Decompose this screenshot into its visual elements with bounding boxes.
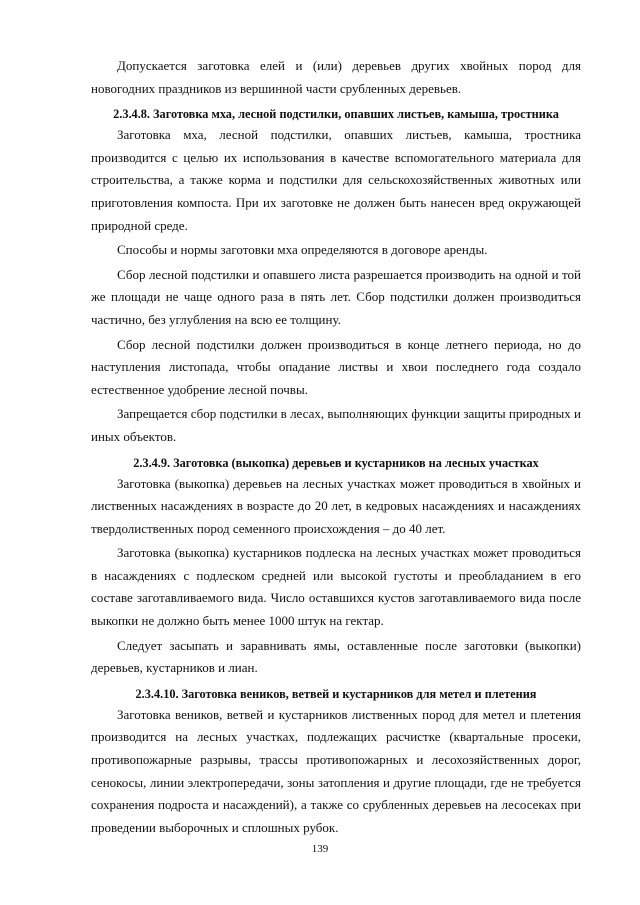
- section-8-paragraph-1: Заготовка мха, лесной подстилки, опавших листьев, камыша, тростника производится с целью их использования в качестве вспомогательного материала для строительства, а также корма и подстилки для сельскохозяйственных животных или приготовления компоста. При их заготовке не должен быть нанесен вред окружающей природной среде.: [91, 127, 581, 233]
- section-8-paragraph-3: Сбор лесной подстилки и опавшего листа разрешается производить на одной и той же площади не чаще одного раза в пять лет. Сбор подстилки должен производиться частично, без углубления на всю ее толщину.: [91, 266, 581, 327]
- section-heading-2-3-4-10: 2.3.4.10. Заготовка веников, ветвей и кустарников для метел и плетения: [135, 686, 537, 701]
- section-9-paragraph-1: Заготовка (выкопка) деревьев на лесных участках может проводиться в хвойных и лиственных насаждениях в возрасте до 20 лет, в кедровых насаждениях и насаждениях твердолиственных пород семенного происхождения – до 40 лет.: [91, 475, 581, 536]
- section-10-paragraph-1: Заготовка веников, ветвей и кустарников лиственных пород для метел и плетения производится на лесных участках, подлежащих расчистке (квартальные просеки, противопожарные разрывы, трассы противопожарных и лесохозяйственных дорог, сенокосы, линии электропередачи, зоны затопления и другие площади, где не требуется сохранения подроста и насаждений), а также со срубленных деревьев на лесосеках при проведении выборочных и сплошных рубок.: [91, 706, 581, 835]
- intro-paragraph: Допускается заготовка елей и (или) деревьев других хвойных пород для новогодних праздников из вершинной части срубленных деревьев.: [91, 58, 581, 96]
- section-heading-2-3-4-9: 2.3.4.9. Заготовка (выкопка) деревьев и кустарников на лесных участках: [133, 455, 539, 470]
- document-page: [91, 55, 581, 839]
- section-8-paragraph-4: Сбор лесной подстилки должен производиться в конце летнего периода, но до наступления листопада, чтобы опадание листвы и хвои последнего года создало естественное удобрение лесной почвы.: [91, 336, 581, 397]
- section-heading-2-3-4-8: 2.3.4.8. Заготовка мха, лесной подстилки, опавших листьев, камыша, тростника: [113, 107, 559, 122]
- page-number: 139: [311, 843, 329, 855]
- section-9-paragraph-3: Следует засыпать и заравнивать ямы, оставленные после заготовки (выкопки) деревьев, кустарников и лиан.: [91, 637, 581, 676]
- section-8-paragraph-2: Способы и нормы заготовки мха определяются в договоре аренды.: [117, 242, 488, 258]
- section-9-paragraph-2: Заготовка (выкопка) кустарников подлеска на лесных участках может проводиться в насаждениях с подлеском средней или высокой густоты и преобладанием в его составе заготавливаемого вида. Число оставшихся кустов заготавливаемого вида после выкопки не должно быть менее 1000 штук на гектар.: [91, 545, 581, 629]
- section-8-paragraph-5: Запрещается сбор подстилки в лесах, выполняющих функции защиты природных и иных объектов.: [91, 406, 581, 444]
